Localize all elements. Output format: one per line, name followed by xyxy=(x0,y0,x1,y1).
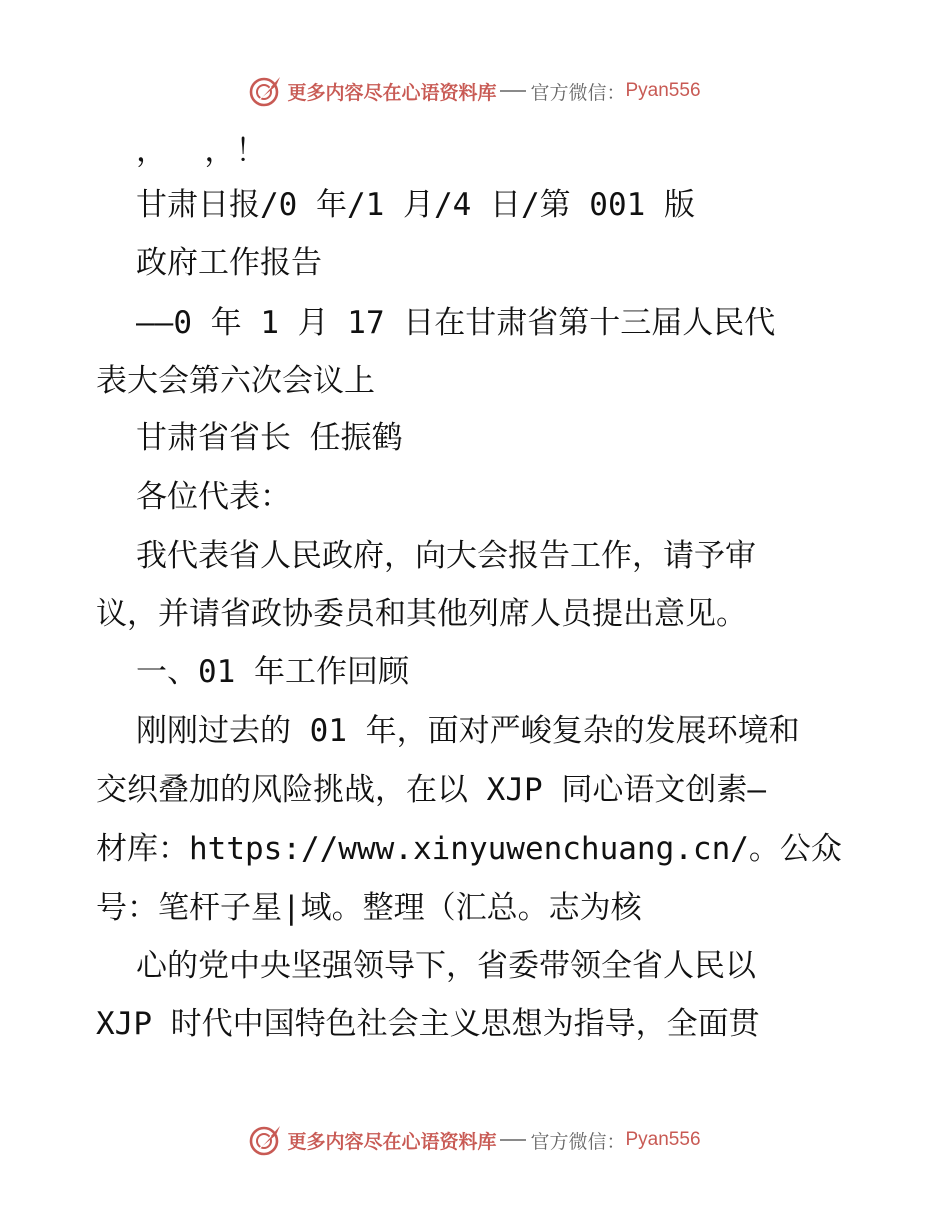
text-line: 甘肃日报/0 年/1 月/4 日/第 001 版 xyxy=(136,187,695,223)
quill-logo-icon xyxy=(249,1123,283,1157)
text-line: 刚刚过去的 01 年，面对严峻复杂的发展环境和 xyxy=(136,713,800,749)
footer-wechat-id: Pyan556 xyxy=(625,1129,701,1150)
text-line: 一、01 年工作回顾 xyxy=(136,654,409,690)
footer-wechat-label: 官方微信： xyxy=(530,1130,626,1153)
text-line: 号：笔杆子星|域。整理（汇总。志为核 xyxy=(96,890,642,926)
text-line: 交织叠加的风险挑战，在以 XJP 同心语文创素— xyxy=(96,772,766,808)
header-dash xyxy=(500,90,526,92)
text-line: 各位代表： xyxy=(136,479,291,515)
footer-banner xyxy=(0,1120,950,1160)
footer-dash xyxy=(500,1139,526,1141)
text-line: 材库：https://www.xinyuwenchuang.cn/。公众 xyxy=(96,831,842,867)
text-line: XJP 时代中国特色社会主义思想为指导，全面贯 xyxy=(96,1006,760,1042)
text-line: ——0 年 1 月 17 日在甘肃省第十三届人民代 xyxy=(136,305,776,341)
text-line: 议，并请省政协委员和其他列席人员提出意见。 xyxy=(96,596,747,632)
text-line: 我代表省人民政府，向大会报告工作，请予审 xyxy=(136,538,756,574)
header-slogan: 更多内容尽在心语资料库 xyxy=(287,81,497,104)
header-wechat-label: 官方微信： xyxy=(530,81,626,104)
text-line: 政府工作报告 xyxy=(136,245,322,281)
header-banner xyxy=(0,71,950,111)
footer-slogan: 更多内容尽在心语资料库 xyxy=(287,1130,497,1153)
text-line: ， ，！ xyxy=(136,133,267,169)
text-line: 表大会第六次会议上 xyxy=(96,363,375,399)
header-wechat-id: Pyan556 xyxy=(625,80,701,101)
text-line: 甘肃省省长 任振鹤 xyxy=(136,420,403,456)
text-line: 心的党中央坚强领导下，省委带领全省人民以 xyxy=(136,948,756,984)
quill-logo-icon xyxy=(249,74,283,108)
